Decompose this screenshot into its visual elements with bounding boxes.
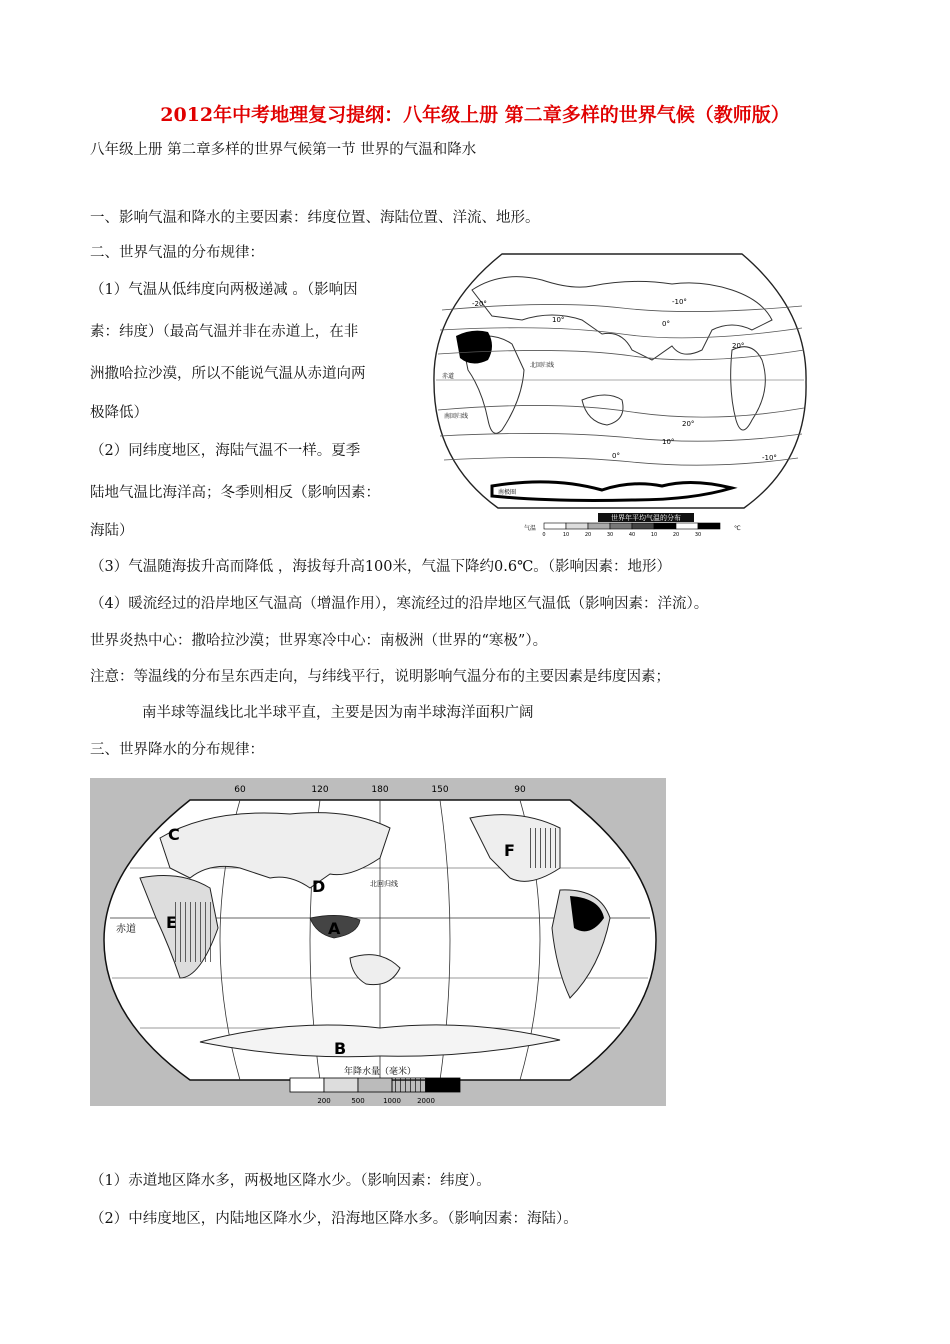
item-1-line-4: 极降低）	[90, 405, 148, 421]
legend-tick: 40	[628, 532, 636, 538]
item-2-line-3: 海陆）	[90, 523, 134, 539]
region-label-b: B	[334, 1039, 347, 1058]
isotherm-label: 20°	[682, 420, 695, 428]
legend-tick: 30	[606, 532, 614, 538]
legend-title: 年降水量（毫米）	[343, 1067, 417, 1077]
legend-tick: 1000	[383, 1097, 401, 1105]
rain-item-1: （1）赤道地区降水多，两极地区降水少。（影响因素：纬度）。	[90, 1173, 491, 1189]
sahara-hot-area	[456, 331, 492, 364]
note-1: 注意：等温线的分布呈东西走向，与纬线平行，说明影响气温分布的主要因素是纬度因素；	[90, 669, 670, 685]
longitude-label: 120	[311, 785, 329, 795]
note-2: 南半球等温线比北半球平直，主要是因为南半球海洋面积广阔	[142, 705, 534, 721]
longitude-label: 90	[514, 785, 526, 795]
item-3: （3）气温随海拔升高而降低 ，海拔每升高100米，气温下降约0.6℃。（影响因素：地形）	[90, 559, 672, 575]
item-2-line-1: （2）同纬度地区，海陆气温不一样。夏季	[90, 443, 361, 459]
legend-tick: 10	[562, 532, 570, 538]
isotherm-label: -10°	[762, 454, 777, 462]
temperature-centers: 世界炎热中心：撒哈拉沙漠；世界寒冷中心：南极洲（世界的“寒极”）。	[90, 633, 548, 649]
legend-tick: 200	[317, 1097, 331, 1105]
isotherm-label: 10°	[552, 316, 565, 324]
region-label-f: F	[504, 841, 515, 860]
isotherm-label: 0°	[662, 320, 670, 328]
isotherm-label: -20°	[472, 300, 487, 308]
antarctic-circle-label: 南极圈	[498, 489, 517, 496]
region-label-d: D	[312, 877, 326, 896]
rain-item-2: （2）中纬度地区，内陆地区降水少，沿海地区降水多。（影响因素：海陆）。	[90, 1211, 578, 1227]
longitude-label: 180	[371, 785, 389, 795]
tropic-label: 北回归线	[370, 880, 398, 888]
legend-tick: 2000	[417, 1097, 435, 1105]
longitude-label: 150	[431, 785, 449, 795]
legend-tick: 500	[351, 1097, 365, 1105]
legend-title: 世界年平均气温的分布	[611, 514, 681, 522]
section-2-heading: 二、世界气温的分布规律：	[90, 245, 264, 261]
temperature-legend-bar	[544, 523, 720, 529]
world-temperature-map	[432, 250, 808, 538]
item-1-line-2: 素：纬度）（最高气温并非在赤道上，在非	[90, 324, 359, 340]
region-label-a: A	[328, 919, 341, 938]
section-3-heading: 三、世界降水的分布规律：	[90, 742, 264, 758]
item-2-line-2: 陆地气温比海洋高；冬季则相反（影响因素：	[90, 485, 380, 501]
legend-left-label: 气温	[524, 525, 537, 532]
isotherm-label: -10°	[672, 298, 687, 306]
isotherm-label: 10°	[662, 438, 675, 446]
equator-label: 赤道	[442, 373, 455, 380]
item-1-line-1: （1）气温从低纬度向两极递减 。（影响因	[90, 282, 358, 298]
legend-tick: 20	[672, 532, 680, 538]
section-1: 一、影响气温和降水的主要因素：纬度位置、海陆位置、洋流、地形。	[90, 210, 540, 226]
legend-tick: 20	[584, 532, 592, 538]
tropic-north-label: 北回归线	[530, 362, 555, 369]
legend-tick: 30	[694, 532, 702, 538]
equator-label: 赤道	[116, 924, 136, 935]
item-1-line-3: 洲撒哈拉沙漠，所以不能说气温从赤道向两	[90, 366, 366, 382]
legend-tick: 0	[542, 532, 546, 538]
subtitle: 八年级上册 第二章多样的世界气候第一节 世界的气温和降水	[90, 142, 477, 158]
legend-right-label: ℃	[734, 525, 741, 532]
isotherm-label: 20°	[732, 342, 745, 350]
precipitation-legend-bar	[290, 1078, 460, 1092]
region-label-c: C	[168, 825, 180, 844]
world-precipitation-map	[90, 778, 666, 1106]
item-4: （4）暖流经过的沿岸地区气温高（增温作用），寒流经过的沿岸地区气温低（影响因素：洋流）。	[90, 596, 709, 612]
longitude-label: 60	[234, 785, 246, 795]
isotherm-label: 0°	[612, 452, 620, 460]
region-label-e: E	[166, 913, 177, 932]
tropic-south-label: 南回归线	[444, 413, 469, 420]
legend-tick: 10	[650, 532, 658, 538]
document-title: 2012年中考地理复习提纲：八年级上册 第二章多样的世界气候（教师版）	[160, 104, 790, 126]
